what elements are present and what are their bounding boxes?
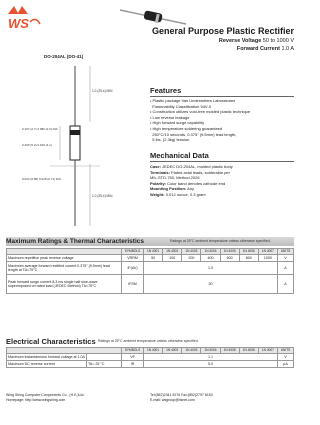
param-cell: Maximum average forward rectified current 0.375" (9.5mm) lead length at TA=75°C: [7, 261, 122, 274]
value-cell: 800: [239, 254, 258, 261]
company-logo: [6, 4, 42, 32]
condition-cell: [87, 353, 122, 360]
dim-bottom-label: 1.0 (25.4) MIN: [92, 194, 113, 198]
feature-item: 250°C/10 seconds, 0.375" (9.5mm) lead length,: [152, 131, 237, 137]
value-cell: 50: [144, 254, 163, 261]
symbol-cell: IFSM: [122, 274, 144, 293]
ratings-heading: Maximum Ratings & Thermal Characteristics: [6, 238, 144, 245]
units-header: UNITS: [278, 249, 294, 255]
part-header: 1N 4007: [258, 348, 277, 354]
part-header: 1N 4003: [182, 249, 201, 255]
value-cell: 600: [220, 254, 239, 261]
electrical-heading: Electrical Characteristics: [6, 337, 96, 346]
part-header: 1N 4005: [220, 249, 239, 255]
value-cell: 30: [144, 274, 278, 293]
forward-current-label: Forward Current: [236, 46, 280, 52]
part-header: 1N 4004: [201, 348, 220, 354]
mech-line: Polarity: Color band denotes cathode end: [150, 180, 226, 186]
symbol-cell: IF(AV): [122, 261, 144, 274]
dim-body-width-label: 0.107 (2.7) 0.080 (2.0) DIA: [22, 127, 58, 131]
features-divider: [150, 96, 294, 97]
reverse-voltage-line: [219, 38, 294, 44]
footer-contact: [150, 393, 213, 402]
footer-homepage: Homepage: http://www.wingshing.com: [6, 397, 66, 402]
unit-cell: μA: [278, 360, 294, 367]
condition-cell: TA= 25 °C: [87, 360, 122, 367]
mechanical-divider: [150, 161, 294, 162]
part-header: 1N 4006: [239, 249, 258, 255]
part-header: 1N 4003: [182, 348, 201, 354]
part-header: 1N 4002: [163, 249, 182, 255]
part-header: 1N 4007: [258, 249, 277, 255]
mech-line: MIL-STD-750, Method 2026: [150, 175, 200, 181]
mech-line: Mounting Position: Any: [150, 186, 195, 192]
symbol-cell: IR: [122, 360, 144, 367]
footer-phone: Tel:(852)2341 9276 Fax:(852)2797 8153: [150, 393, 213, 397]
table-row: [7, 360, 294, 367]
param-cell: Maximum repetitive peak reverse voltage: [7, 254, 122, 261]
feature-item: • Plastic package has Underwriters Laboratories: [150, 98, 236, 103]
ratings-banner: [6, 237, 294, 246]
param-cell: Peak forward surge current 8.3 ms single half sine-wave superimposed on rated load (JEDEC Method) TA=75°C: [7, 274, 122, 293]
footer-email: E-mail: wsgroup@hknet.com: [150, 397, 195, 402]
symbols-header: SYMBOLS: [122, 249, 144, 255]
features-heading: Features: [150, 86, 182, 95]
part-header: 1N 4002: [163, 348, 182, 354]
part-header: 1N 4005: [220, 348, 239, 354]
package-label: DO-204AL (DO-41): [44, 54, 84, 59]
unit-cell: A: [278, 274, 294, 293]
value-cell: 400: [201, 254, 220, 261]
logo-text: WS: [8, 16, 29, 31]
page-title: General Purpose Plastic Rectifier: [151, 26, 294, 36]
unit-cell: V: [278, 353, 294, 360]
features-list: [150, 98, 296, 143]
value-cell: 1000: [258, 254, 277, 261]
package-outline-drawing: [20, 62, 130, 230]
table-row: [7, 274, 294, 293]
reverse-voltage-value: 50 to 1000 V: [262, 38, 294, 44]
unit-cell: A: [278, 261, 294, 274]
table-row: [7, 353, 294, 360]
unit-cell: V: [278, 254, 294, 261]
part-header: 1N 4001: [144, 249, 163, 255]
dim-body-length-label: 0.205 (5.2) 0.160 (4.1): [22, 143, 52, 147]
mech-line: Terminals: Plated axial leads, solderable per: [150, 169, 230, 175]
table-row: [7, 261, 294, 274]
electrical-note: Ratings at 25°C ambient temperature unless otherwise specified.: [98, 339, 199, 343]
ratings-table: [6, 248, 294, 294]
value-cell: 1.1: [144, 353, 278, 360]
part-header: 1N 4006: [239, 348, 258, 354]
value-cell: 1.0: [144, 261, 278, 274]
units-header: UNITS: [278, 348, 294, 354]
symbol-cell: VF: [122, 353, 144, 360]
footer-company-name: Wing Shing Computer Components Co., (H.K.)Ltd.: [6, 393, 85, 397]
param-cell: Maximum DC reverse current: [7, 360, 87, 367]
feature-item: Flammability Classification 94V-0: [152, 103, 211, 109]
forward-current-value: 1.0 A: [281, 46, 294, 52]
mechanical-heading: Mechanical Data: [150, 151, 209, 160]
diode-image: [118, 6, 188, 28]
feature-item: • Low reverse leakage: [150, 114, 190, 120]
forward-current-line: [237, 46, 294, 52]
table-row: [7, 254, 294, 261]
symbol-cell: VRRM: [122, 254, 144, 261]
mech-line: Weight: 0.012 ounce, 0.3 gram: [150, 191, 206, 197]
feature-item: 5 lbs. (2.3kg) tension: [152, 137, 190, 143]
part-header: 1N 4004: [201, 249, 220, 255]
dim-top-label: 1.0 (25.4) MIN: [92, 89, 113, 93]
param-cell: Maximum instantaneous forward voltage at 1.0A: [8, 354, 85, 359]
value-cell: 200: [182, 254, 201, 261]
mech-line: Case: JEDEC DO-204AL, molded plastic body: [150, 164, 233, 169]
part-header: 1N 4001: [144, 348, 163, 354]
value-cell: 5.0: [144, 360, 278, 367]
mechanical-list: [150, 164, 296, 198]
dim-lead-label: 0.034 (0.86) 0.028 (0.71) DIA: [22, 177, 62, 181]
symbols-header: SYMBOLS: [122, 348, 144, 354]
feature-item: • Construction utilizes void-free molded plastic technique: [150, 109, 251, 115]
feature-item: • High temperature soldering guaranteed: [150, 125, 223, 131]
value-cell: 100: [163, 254, 182, 261]
reverse-voltage-label: Reverse Voltage: [218, 38, 262, 44]
ratings-note: Ratings at 25°C ambient temperature unless otherwise specified.: [170, 239, 271, 243]
feature-item: • High forward surge capability: [150, 120, 205, 126]
electrical-table: [6, 347, 294, 368]
